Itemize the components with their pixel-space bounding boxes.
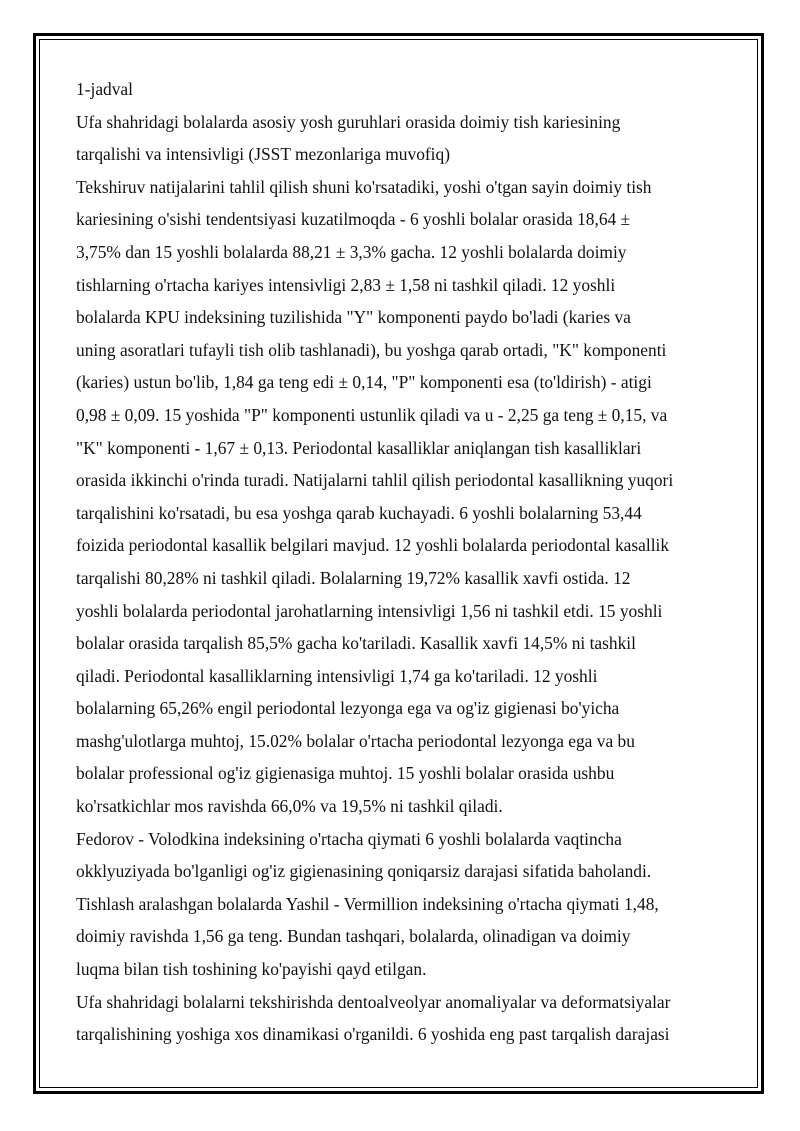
text-line: Tishlash aralashgan bolalarda Yashil - Vermillion indeksining o'rtacha qiymati 1,48,	[76, 893, 659, 914]
text-line: tarqalishining yoshiga xos dinamikasi o'rganildi. 6 yoshida eng past tarqalish darajasi	[76, 1024, 670, 1045]
text-line: Tekshiruv natijalarini tahlil qilish shuni ko'rsatadiki, yoshi o'tgan sayin doimiy tish	[76, 176, 652, 197]
text-line: 0,98 ± 0,09. 15 yoshida "P" komponenti ustunlik qiladi va u - 2,25 ga teng ± 0,15, va	[76, 404, 668, 425]
text-line: bolalarda KPU indeksining tuzilishida "Y" komponenti paydo bo'ladi (karies va	[76, 307, 631, 328]
text-line: Fedorov - Volodkina indeksining o'rtacha qiymati 6 yoshli bolalarda vaqtincha	[76, 828, 622, 849]
text-line: uning asoratlari tufayli tish olib tashlanadi), bu yoshga qarab ortadi, "K" komponenti	[76, 339, 667, 360]
text-line: 3,75% dan 15 yoshli bolalarda 88,21 ± 3,3% gacha. 12 yoshli bolalarda doimiy	[76, 241, 627, 262]
text-line: tishlarning o'rtacha kariyes intensivligi 2,83 ± 1,58 ni tashkil qiladi. 12 yoshli	[76, 274, 616, 295]
text-line: (karies) ustun bo'lib, 1,84 ga teng edi ± 0,14, "P" komponenti esa (to'ldirish) - atigi	[76, 372, 652, 393]
text-line: bolalar orasida tarqalish 85,5% gacha ko'tariladi. Kasallik xavfi 14,5% ni tashkil	[76, 633, 636, 654]
text-line: tarqalishi va intensivligi (JSST mezonlariga muvofiq)	[76, 144, 451, 165]
text-line: tarqalishini ko'rsatadi, bu esa yoshga qarab kuchayadi. 6 yoshli bolalarning 53,44	[76, 502, 642, 523]
text-line: luqma bilan tish toshining ko'payishi qayd etilgan.	[76, 959, 427, 980]
text-line: ko'rsatkichlar mos ravishda 66,0% va 19,5% ni tashkil qiladi.	[76, 796, 503, 817]
text-line: "K" komponenti - 1,67 ± 0,13. Periodontal kasalliklar aniqlangan tish kasalliklari	[76, 437, 642, 458]
text-line: Ufa shahridagi bolalarni tekshirishda dentoalveolyar anomaliyalar va deformatsiyalar	[76, 991, 671, 1012]
table-label: 1-jadval	[76, 79, 133, 99]
text-line: Ufa shahridagi bolalarda asosiy yosh guruhlari orasida doimiy tish kariesining	[76, 111, 621, 132]
text-line: doimiy ravishda 1,56 ga teng. Bundan tashqari, bolalarda, olinadigan va doimiy	[76, 926, 631, 947]
text-line: kariesining o'sishi tendentsiyasi kuzatilmoqda - 6 yoshli bolalar orasida 18,64 ±	[76, 209, 631, 230]
text-line: tarqalishi 80,28% ni tashkil qiladi. Bolalarning 19,72% kasallik xavfi ostida. 12	[76, 567, 631, 588]
document-body	[76, 73, 730, 1051]
text-line: mashg'ulotlarga muhtoj, 15.02% bolalar o'rtacha periodontal lezyonga ega va bu	[76, 730, 635, 751]
text-line: okklyuziyada bo'lganligi og'iz gigienasining qoniqarsiz darajasi sifatida baholandi.	[76, 861, 652, 882]
text-line: qiladi. Periodontal kasalliklarning intensivligi 1,74 ga ko'tariladi. 12 yoshli	[76, 665, 598, 686]
text-line: foizida periodontal kasallik belgilari mavjud. 12 yoshli bolalarda periodontal kasallik	[76, 535, 670, 556]
text-line: bolalar professional og'iz gigienasiga muhtoj. 15 yoshli bolalar orasida ushbu	[76, 763, 615, 784]
text-line: yoshli bolalarda periodontal jarohatlarning intensivligi 1,56 ni tashkil etdi. 15 yoshli	[76, 600, 663, 621]
text-line: orasida ikkinchi o'rinda turadi. Natijalarni tahlil qilish periodontal kasallikning yuqori	[76, 470, 674, 491]
text-line: bolalarning 65,26% engil periodontal lezyonga ega va og'iz gigienasi bo'yicha	[76, 698, 620, 719]
